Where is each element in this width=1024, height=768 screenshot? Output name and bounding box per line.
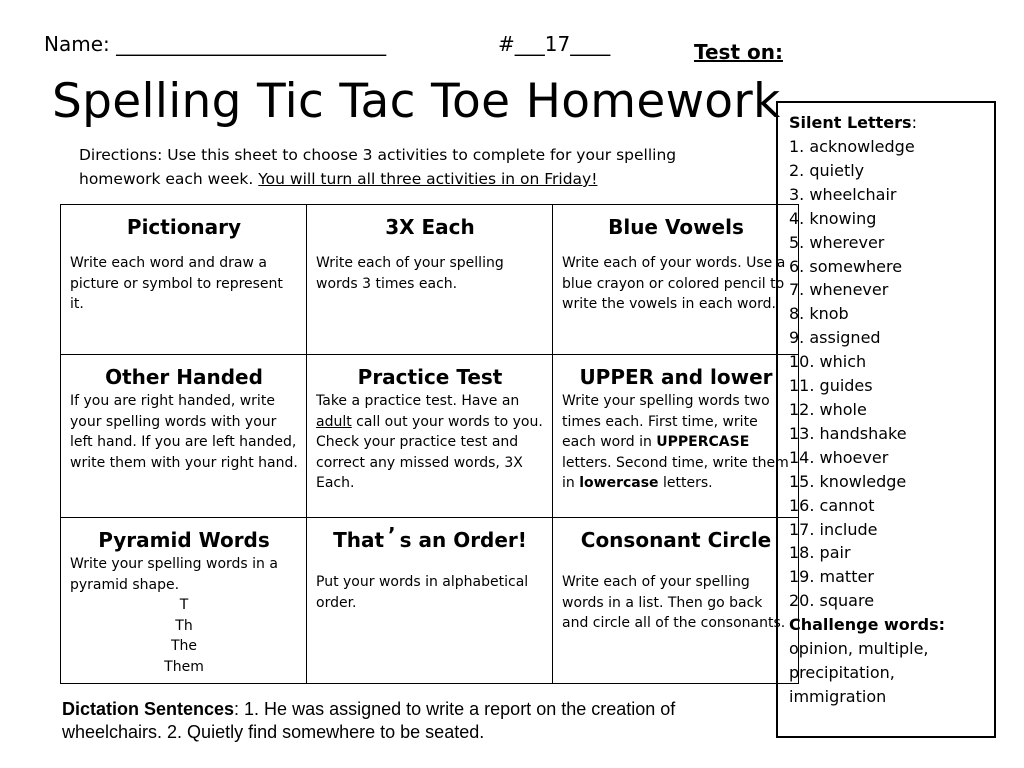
spelling-word: 2. quietly [789,160,865,180]
test-on-label: Test on: [694,40,783,64]
spelling-word: 16. cannot [789,495,875,515]
activity-cell-upper-lower [553,355,799,518]
activity-description: Write your spelling words in a pyramid shape. [70,556,278,593]
activity-title: UPPER and lower [579,365,773,389]
dictation-sentences [62,698,752,744]
description-part: call out your words to you. Check your practice test and correct any missed words, 3X Each. [316,413,543,491]
description-part: Take a practice test. Have an [316,393,520,409]
spelling-word: 14. whoever [789,447,889,467]
pyramid-line: T [179,597,189,613]
activity-cell-thats-an-order [307,518,553,684]
spelling-word: 19. matter [789,567,874,587]
title-part: s an Order! [399,528,527,552]
spelling-word: 9. assigned [789,328,881,348]
student-number-line: #___17____ [498,32,611,56]
activity-cell-consonant-circle [553,518,799,684]
title-apostrophe: ’ [388,523,396,547]
spelling-word: 5. wherever [789,232,885,252]
adult-emphasis: adult [316,413,352,430]
description-part: letters. [658,475,713,491]
spelling-word: 7. whenever [789,280,889,300]
activity-description [562,391,790,494]
pyramid-example [70,595,298,677]
activity-title: Pyramid Words [98,528,270,552]
activity-cell-3x-each [307,205,553,355]
activity-description: Put your words in alphabetical order. [316,574,529,611]
lowercase-emphasis: lowercase [579,475,659,491]
spelling-word: 17. include [789,519,878,539]
activity-cell-other-handed [61,355,307,518]
tic-tac-toe-grid [60,204,799,684]
activity-description: Write each of your spelling words 3 times each. [316,255,504,292]
word-list-heading-colon: : [911,113,917,132]
word-list-box [776,101,996,738]
spelling-word: 6. somewhere [789,256,903,276]
spelling-word: 13. handshake [789,423,907,443]
activity-cell-pictionary [61,205,307,355]
dictation-label: Dictation Sentences [62,699,235,719]
spelling-word: 3. wheelchair [789,184,897,204]
name-field-line: Name: ___________________________ [44,32,387,56]
activity-description: Write each of your words. Use a blue crayon or colored pencil to write the vowels in each word. [562,255,786,312]
activity-description: Write each of your spelling words in a list. Then go back and circle all of the consonants. [562,574,786,631]
activity-description [316,391,544,494]
pyramid-line: Th [175,617,193,634]
directions-due-note: You will turn all three activities in on Friday! [258,170,598,188]
spelling-word: 10. which [789,352,867,372]
spelling-word: 1. acknowledge [789,137,915,156]
activity-cell-pyramid-words [61,518,307,684]
activity-description: Write each word and draw a picture or symbol to represent it. [70,255,283,312]
activity-title: Consonant Circle [580,528,772,552]
spelling-word: 18. pair [789,543,851,563]
spelling-word: 11. guides [789,376,873,396]
directions-text: Directions: Use this sheet to choose 3 activities to complete for your spelling homework each week. [79,146,677,188]
challenge-words-heading: Challenge words: [789,615,946,635]
activity-cell-blue-vowels [553,205,799,355]
activity-title [316,523,544,552]
pyramid-line: The [170,638,198,654]
activity-title: Pictionary [126,215,242,239]
word-list-heading [789,111,986,135]
activity-description: If you are right handed, write your spelling words with your left hand. If you are left handed, write them with your right hand. [70,393,298,471]
activity-title: 3X Each [385,215,475,239]
spelling-word: 8. knob [789,304,849,324]
activity-title: Blue Vowels [608,215,744,239]
activity-title: Other Handed [105,365,263,389]
title-part: That [333,528,385,552]
activity-cell-practice-test [307,355,553,518]
activity-title: Practice Test [357,365,503,389]
description-part: letters. Second time, write them in [562,454,789,491]
spelling-word: 12. whole [789,399,867,419]
spelling-word: 4. knowing [789,208,877,228]
dictation-text: : 1. He was assigned to write a report on the creation of wheelchairs. 2. Quietly find somewhere to be seated. [62,699,676,742]
page-title: Spelling Tic Tac Toe Homework [52,74,781,129]
uppercase-emphasis: UPPERCASE [656,434,750,450]
word-list-heading-text: Silent Letters [789,113,912,132]
challenge-words: opinion, multiple, precipitation, immigration [789,639,929,706]
directions [79,143,739,191]
spelling-word: 15. knowledge [789,471,907,491]
description-part: Write your spelling words two times each. First time, write each word in [562,393,770,450]
pyramid-line: Them [164,658,204,675]
spelling-word: 20. square [789,591,875,611]
